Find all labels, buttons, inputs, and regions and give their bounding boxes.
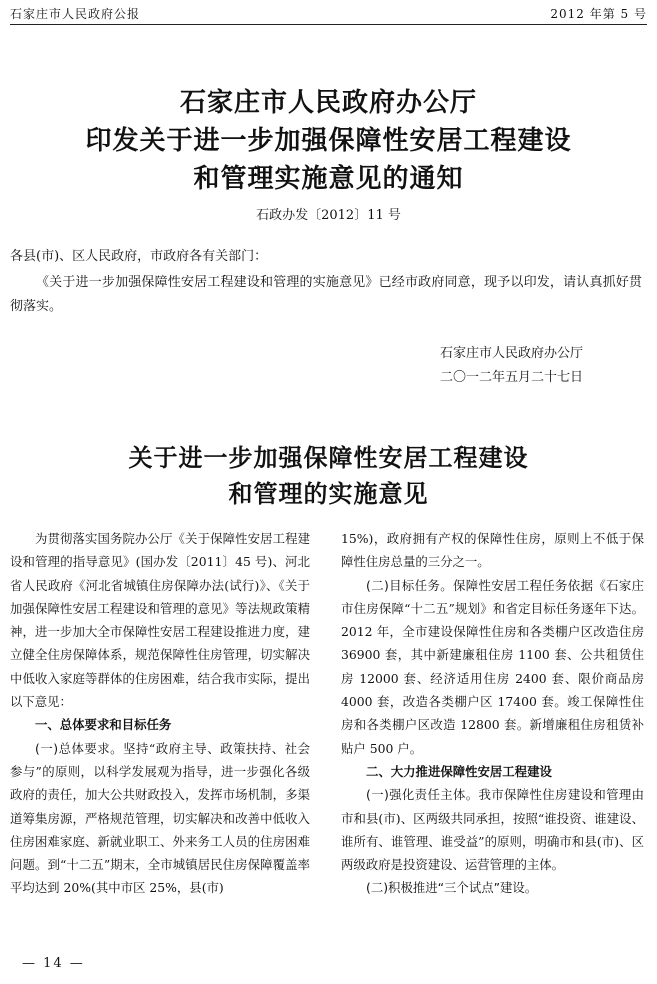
notice-body: 《关于进一步加强保障性安居工程建设和管理的实施意见》已经市政府同意，现予以印发，请认真抓好贯彻落实。 — [10, 275, 642, 314]
issue-number: 2012 年第 5 号 — [550, 7, 647, 21]
notice-title-line: 石家庄市人民政府办公厅 — [179, 88, 477, 118]
body-paragraph — [10, 737, 310, 900]
paragraph-text: 我市保障性住房建设和管理由市和县(市)、区两级共同承担，按照“谁投资、谁建设、谁所有、谁管理、谁受益”的原则，明确市和县(市)、区两级政府是投资建设、运营管理的主体。 — [341, 787, 645, 873]
notice-title — [0, 84, 657, 198]
body-paragraph — [341, 574, 644, 760]
section-heading: 一、总体要求和目标任务 — [35, 717, 172, 733]
opinion-title-line: 和管理的实施意见 — [228, 480, 429, 508]
page-number: — 14 — — [22, 956, 85, 971]
paragraph-text: 保障性安居工程任务依据《石家庄市住房保障“十二五”规划》和省定目标任务逐年下达。2012 年，全市建设保障性住房和各类棚户区改造住房 36900 套，其中新建廉租住房 1100 套、公共租赁住房 12000 套、经济适用住房 2400 套、限价商品房 4000 套，改造各类棚户区 17400 套。竣工保障性住房和各类棚户区改造 12800 套。新增廉租住房租赁补贴户 500 户。 — [341, 577, 644, 756]
body-paragraph-continued: 15%)，政府拥有产权的保障性住房，原则上不低于保障性住房总量的三分之一。 — [341, 531, 644, 570]
paragraph-lead: (一)总体要求。 — [35, 740, 124, 756]
body-paragraph — [341, 783, 644, 876]
left-column — [10, 527, 310, 900]
paragraph-text: 坚持“政府主导、政策扶持、社会参与”的原则，以科学发展观为指导，进一步强化各级政府的责任，加大公共财政投入，发挥市场机制，多渠道筹集房源，严格规范管理，切实解决和改善中低收入住房困难家庭、新就业职工、外来务工人员的住房困难问题。到“十二五”期末，全市城镇居民住房保障覆盖率平均达到 20%(其中市区 25%，县(市) — [10, 740, 310, 896]
paragraph-lead: (二)积极推进“三个试点” — [366, 880, 501, 896]
section-heading: 二、大力推进保障性安居工程建设 — [366, 763, 552, 779]
body-paragraph — [341, 876, 644, 899]
opinion-title — [0, 440, 657, 512]
right-column — [341, 527, 644, 900]
addressee: 各县(市)、区人民政府，市政府各有关部门： — [10, 249, 268, 264]
journal-name: 石家庄市人民政府公报 — [10, 7, 141, 21]
notice-title-line: 印发关于进一步加强保障性安居工程建设 — [85, 126, 572, 156]
opinion-title-line: 关于进一步加强保障性安居工程建设 — [128, 444, 529, 472]
issuer-signature: 石家庄市人民政府办公厅 — [440, 346, 584, 361]
document-number: 石政办发〔2012〕11 号 — [256, 208, 401, 223]
issue-date: 二〇一二年五月二十七日 — [440, 370, 584, 385]
journal-header — [10, 2, 647, 25]
intro-paragraph: 为贯彻落实国务院办公厅《关于保障性安居工程建设和管理的指导意见》(国办发〔2011〕45 号)、河北省人民政府《河北省城镇住房保障办法(试行)》、《关于加强保障性安居工程建设和管理的意见》等法规政策精神，进一步加大全市保障性安居工程建设推进力度，建立健全住房保障体系，规范保障性住房管理，切实解决中低收入家庭等群体的住房困难，结合我市实际，提出以下意见： — [10, 531, 310, 710]
paragraph-lead: (二)目标任务。 — [366, 577, 453, 593]
notice-title-line: 和管理实施意见的通知 — [193, 164, 464, 194]
paragraph-lead: (一)强化责任主体。 — [366, 787, 479, 803]
paragraph-text: 建设。 — [500, 880, 538, 896]
